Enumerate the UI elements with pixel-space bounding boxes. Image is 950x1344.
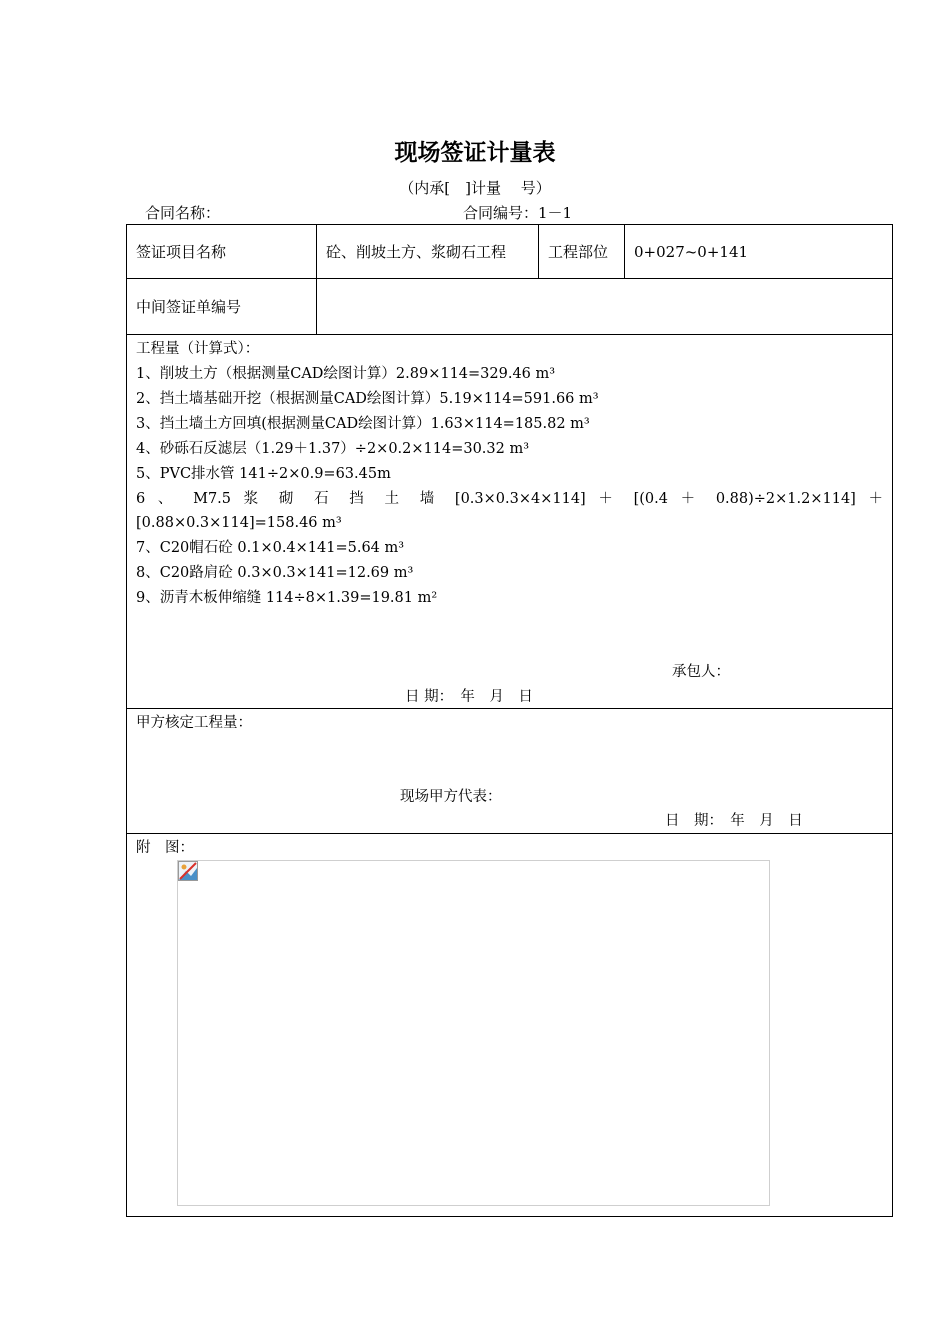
mid-ticket-value <box>317 279 893 335</box>
calc-item-6-cont: [0.88×0.3×114]=158.46 m³ <box>136 515 342 531</box>
broken-image-icon <box>178 861 198 881</box>
attachment-heading: 附 图： <box>136 840 194 856</box>
calc-item-7: 7、C20帽石砼 0.1×0.4×141=5.64 m³ <box>136 540 405 556</box>
location-label: 工程部位 <box>539 225 625 279</box>
calc-item-9: 9、沥青木板伸缩缝 114÷8×1.39=19.81 m² <box>136 590 438 606</box>
contractor-label: 承包人： <box>672 664 730 680</box>
page-title: 现场签证计量表 <box>394 139 556 166</box>
page-subtitle: （内承[ ]计量 号） <box>399 179 551 197</box>
owner-date-label: 日 期： 年 月 日 <box>665 813 803 829</box>
owner-confirm-heading: 甲方核定工程量： <box>136 715 252 731</box>
attachment-figure-frame <box>177 860 770 1206</box>
project-name-label: 签证项目名称 <box>127 225 317 279</box>
calc-item-8: 8、C20路肩砼 0.3×0.3×141=12.69 m³ <box>136 565 414 581</box>
visa-measurement-table <box>126 224 893 1217</box>
contract-name-label: 合同名称： <box>145 204 221 222</box>
calc-item-5: 5、PVC排水管 141÷2×0.9=63.45m <box>136 466 391 482</box>
attachment-cell <box>127 834 893 1217</box>
calc-item-4: 4、砂砾石反滤层（1.29＋1.37）÷2×0.2×114=30.32 m³ <box>136 441 530 457</box>
owner-rep-label: 现场甲方代表： <box>400 789 502 805</box>
calculation-cell <box>127 335 893 709</box>
calc-item-6: 6 、 M7.5 浆 砌 石 挡 土 墙 [0.3×0.3×4×114] ＋ [(0.4 ＋ 0.88)÷2×1.2×114] ＋ <box>136 491 883 507</box>
calc-heading: 工程量（计算式）： <box>136 341 260 357</box>
owner-confirm-cell <box>127 709 893 834</box>
calc-item-1: 1、削坡土方（根据测量CAD绘图计算）2.89×114=329.46 m³ <box>136 366 556 382</box>
location-value: 0+027~0+141 <box>625 225 893 279</box>
mid-ticket-label: 中间签证单编号 <box>127 279 317 335</box>
project-name-value: 砼、削坡土方、浆砌石工程 <box>317 225 539 279</box>
calc-item-3: 3、挡土墙土方回填(根据测量CAD绘图计算）1.63×114=185.82 m³ <box>136 416 590 432</box>
contractor-date-label: 日 期： 年 月 日 <box>405 689 533 705</box>
contract-number-label: 合同编号：1－1 <box>463 204 573 222</box>
calc-item-2: 2、挡土墙基础开挖（根据测量CAD绘图计算）5.19×114=591.66 m³ <box>136 391 599 407</box>
